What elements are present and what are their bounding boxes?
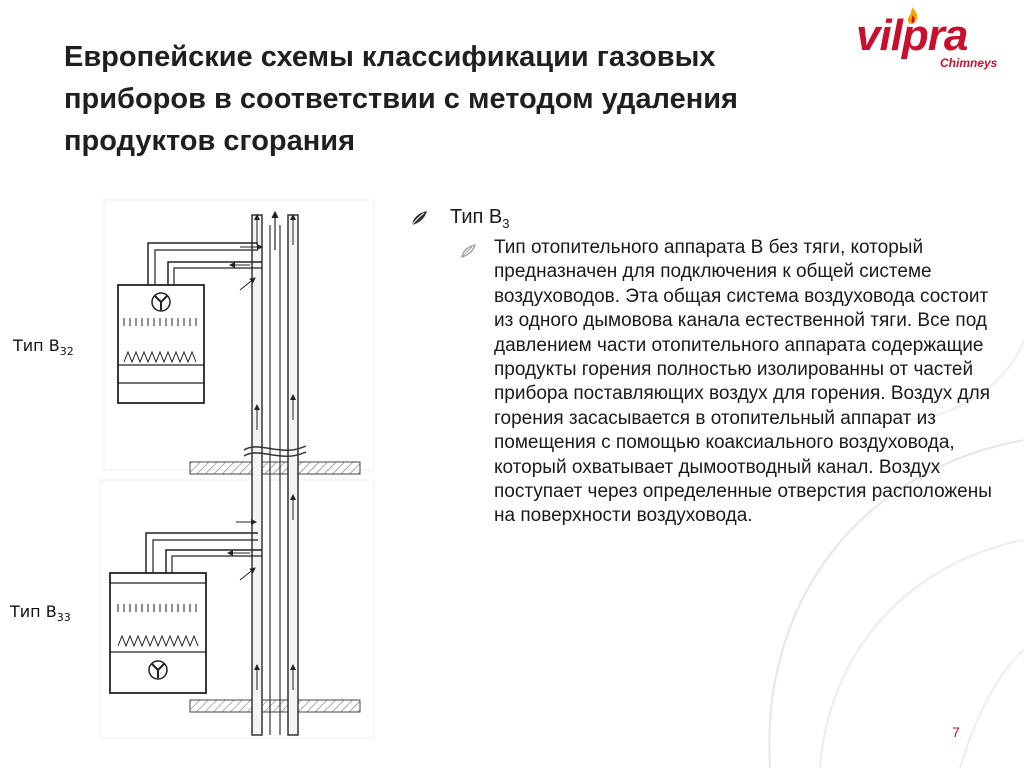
flue-system-diagram bbox=[0, 195, 380, 745]
logo-name: vilpra bbox=[856, 11, 968, 60]
page-number: 7 bbox=[952, 724, 960, 740]
diagram-label-b33: Тип $В_{33}$ bbox=[10, 602, 71, 624]
logo-subtitle: Chimneys bbox=[940, 56, 998, 70]
leaf-bullet-icon bbox=[410, 210, 428, 226]
leaf-sub-bullet-icon bbox=[460, 244, 476, 258]
bullet-body-text: Тип отопительного аппарата В без тяги, который предназначен для подключения к общей системе воздуховодов. Эта общая система воздуховода состоит из одного дымовова канала естественной тяги. Все под давлением части отопительного аппарата содержащие продукты горения полностью изолированны от частей прибора поставляющих воздух для горения. Воздух для горения засасывается в отопительный аппарат из помещения с помощью коаксиального воздуховода, который охватывает дымоотводный канал. Воздух поступает через определенные отверстия расположены на поверхности воздуховода. bbox=[494, 237, 992, 527]
vilpra-logo bbox=[856, 6, 1024, 76]
diagram-label-b32: Тип $В_{32}$ bbox=[13, 336, 74, 358]
slide-title: Европейские схемы классификации газовых приборов в соответствии с методом удаления продуктов сгорания bbox=[64, 41, 738, 157]
